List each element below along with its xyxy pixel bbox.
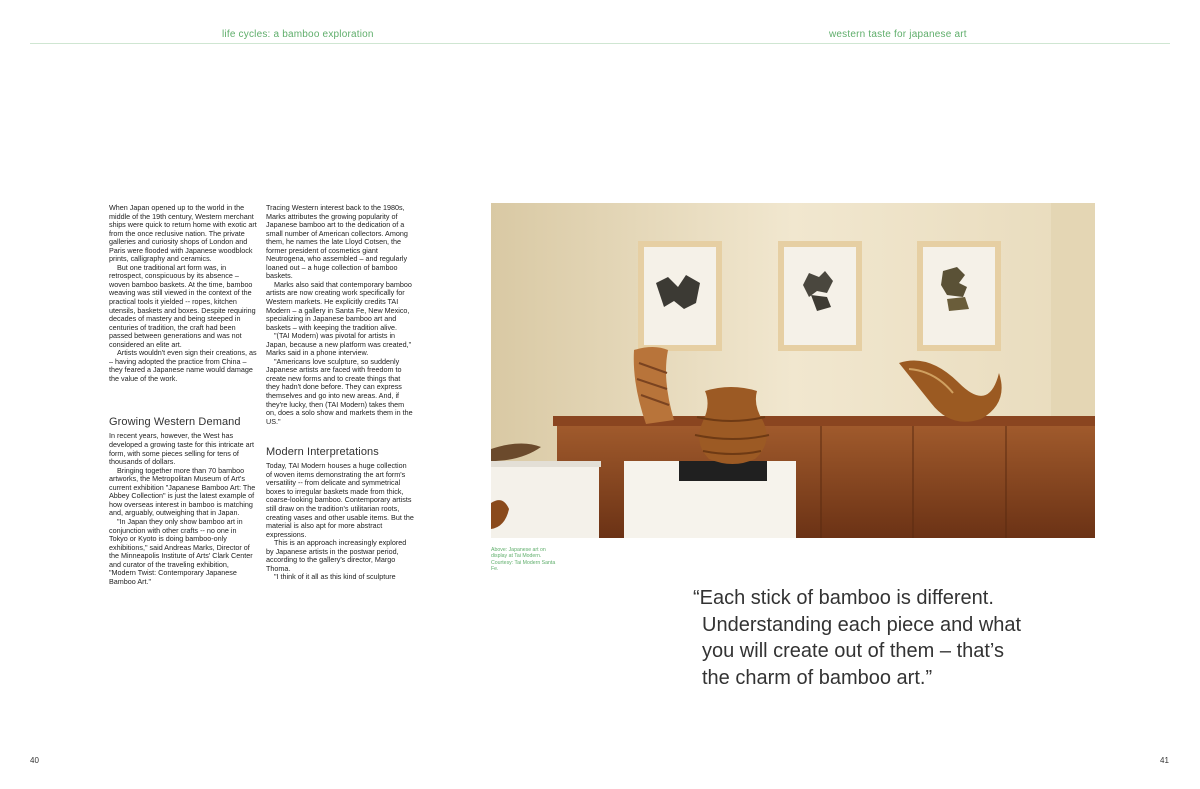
paragraph: This is an approach increasingly explored by Japanese artists in the postwar period, according to the gallery's director, Margo Thoma. [266, 538, 407, 573]
paragraph: "In Japan they only show bamboo art in conjunction with other crafts -- no one in Tokyo or Kyoto is doing bamboo-only exhibitions," said Andreas Marks, Director of the Minneapolis Institute of Arts' Clark Center and curator of the traveling exhibition, "Modern Twist: Contemporary Japanese Bamboo Art." [109, 516, 253, 586]
page-number-left: 40 [30, 756, 39, 765]
gallery-photo [491, 203, 1095, 538]
paragraph: But one traditional art form was, in retrospect, conspicuous by its absence – woven bamboo baskets. At the time, bamboo weaving was still viewed in the context of the practical tools it yielded -- ropes, kitchen utensils, baskets and boxes. Despite requiring decades of mastery and being steeped in centuries of tradition, the craft had been passed between generations and was not considered an elite art. [109, 262, 256, 349]
running-head-right: western taste for japanese art [829, 29, 967, 40]
running-head-left: life cycles: a bamboo exploration [222, 29, 374, 40]
section-heading-modern-interpretations: Modern Interpretations [266, 446, 379, 459]
paragraph: Tracing Western interest back to the 1980s, Marks attributes the growing popularity of Japanese bamboo art to the dedication of a small number of American collectors. Among them, he names the late Lloyd Cotsen, the former president of cosmetics giant Neutrogena, who assembled – and regularly loaned out – a huge collection of bamboo baskets. [266, 203, 408, 281]
section-heading-growing-demand: Growing Western Demand [109, 416, 241, 429]
pull-quote-line: Understanding each piece and what [702, 613, 1022, 636]
paragraph: Today, TAI Modern houses a huge collection of woven items demonstrating the art form's versatility -- from delicate and symmetrical boxes to irregular baskets made from thick, coarse-looking bamboo. Contemporary artists still draw on the tradition's utilitarian roots, creating vases and other usable items. But the material is also apt for more abstract expressions. [266, 461, 414, 539]
paragraph: "I think of it all as this kind of sculpture [274, 572, 396, 582]
article-column-2 [266, 204, 414, 582]
paragraph: Artists wouldn't even sign their creations, as – having adopted the practice from China – they feared a Japanese name would damage the value of the work. [109, 348, 257, 383]
paragraph: When Japan opened up to the world in the middle of the 19th century, Western merchant ships were quick to return home with exotic art from the once reclusive nation. The private galleries and curiosity shops of London and Paris were flooded with Japanese woodblock prints, calligraphy and ceramics. [109, 203, 257, 264]
header-rule [30, 43, 1170, 44]
pull-quote-line: you will create out of them – that’s [702, 640, 1005, 662]
page-number-right: 41 [1160, 756, 1169, 765]
paragraph: "Americans love sculpture, so suddenly Japanese artists are faced with freedom to create new forms and to create things that they hadn't done before. They can express themselves and go into new areas. And, if they're lucky, then (TAI Modern) takes them on, does a solo show and markets them in the US." [266, 356, 413, 426]
pull-quote-line: the charm of bamboo art.” [702, 666, 933, 689]
paragraph: In recent years, however, the West has developed a growing taste for this intricate art form, with some pieces selling for tens of thousands of dollars. [109, 431, 255, 467]
paragraph: "(TAI Modern) was pivotal for artists in Japan, because a new platform was created," Marks said in a phone interview. [266, 331, 412, 358]
pull-quote-line: “Each stick of bamboo is different. [693, 587, 994, 609]
photo-caption: Above: Japanese art on display at Tai Modern. Courtesy: Tai Modern Santa Fe. [491, 547, 556, 573]
paragraph: Bringing together more than 70 bamboo artworks, the Metropolitan Museum of Art's current exhibition "Japanese Bamboo Art: The Abbey Collection" is just the latest example of how overseas interest in bamboo is matching and, arguably, outweighing that in Japan. [109, 465, 256, 518]
pull-quote [693, 585, 1093, 691]
gallery-photo-illustration [491, 203, 1095, 538]
article-column-1 [109, 204, 257, 586]
paragraph: Marks also said that contemporary bamboo artists are now creating work specifically for Western markets. He explicitly credits TAI Modern – a gallery in Santa Fe, New Mexico, specializing in Japanese bamboo art and baskets – with keeping the tradition alive. [266, 279, 412, 332]
